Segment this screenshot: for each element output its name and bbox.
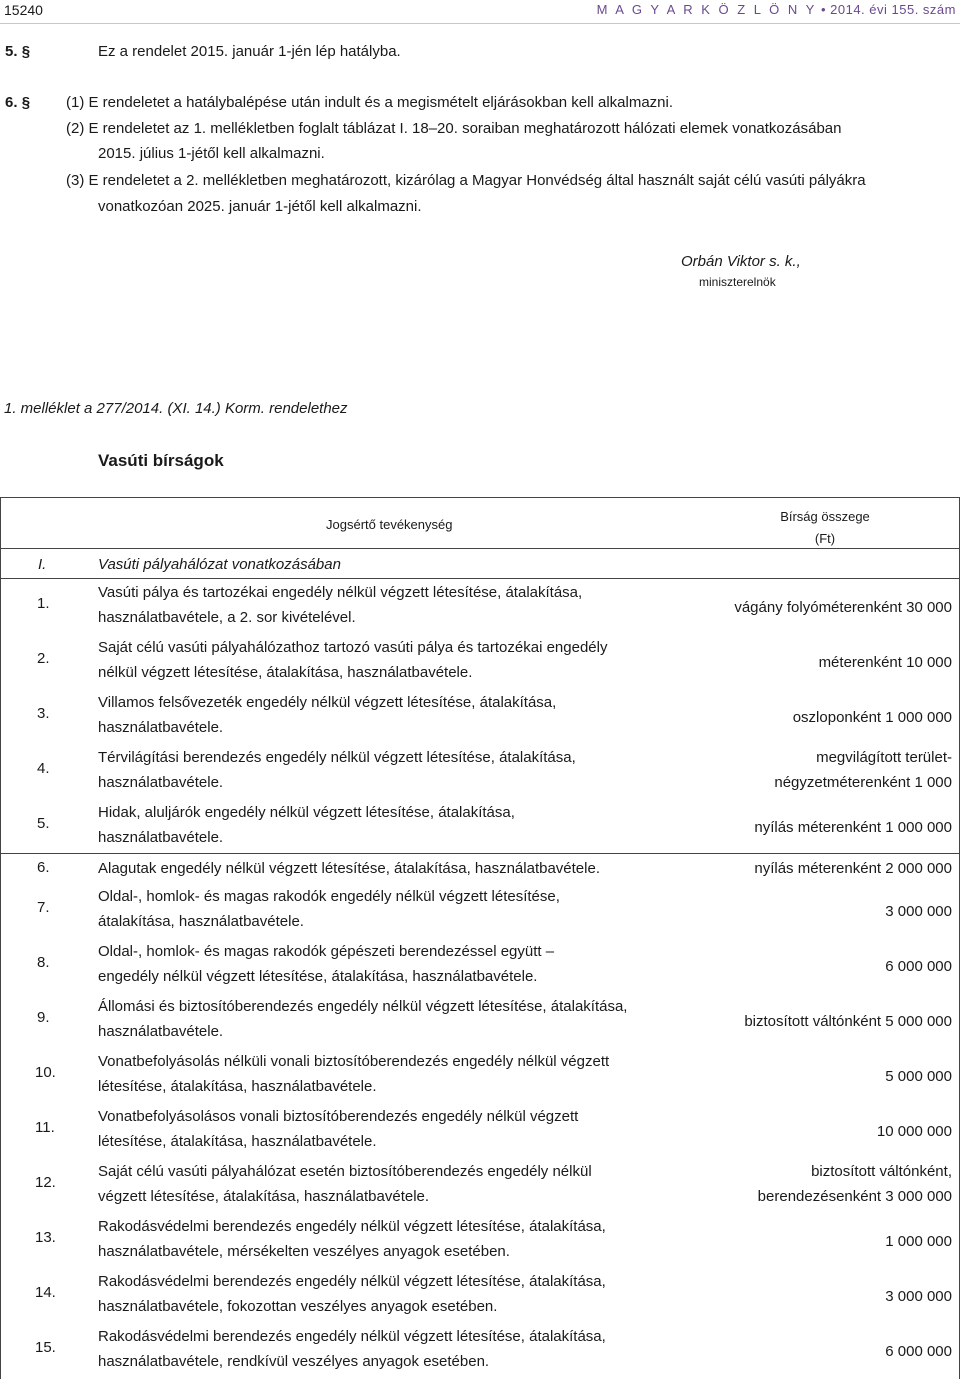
journal-name: M A G Y A R K Ö Z L Ö N Y: [596, 2, 817, 17]
description-line: Saját célú vasúti pályahálózathoz tartozó vasúti pálya és tartozékai engedély: [98, 639, 608, 656]
row-fine: [662, 705, 952, 730]
section-6-para-1: (1) E rendeletet a hatálybalépése után indult és a megismételt eljárásokban kell alkalmazni.: [66, 94, 674, 111]
header-separator: [0, 23, 960, 24]
row-fine: [662, 1159, 952, 1209]
row-description: [98, 939, 688, 989]
description-line: Vasúti pálya és tartozékai engedély nélkül végzett létesítése, átalakítása,: [98, 584, 583, 601]
description-line: átalakítása, használatbavétele.: [98, 913, 304, 930]
description-line: Rakodásvédelmi berendezés engedély nélkül végzett létesítése, átalakítása,: [98, 1273, 606, 1290]
row-number: 6.: [37, 859, 50, 876]
row-number: 2.: [37, 650, 50, 667]
section-6-para-3-line-1: (3) E rendeletet a 2. mellékletben meghatározott, kizárólag a Magyar Honvédség által használt saját célú vasúti pályákra: [66, 172, 866, 189]
row-fine: [662, 745, 952, 795]
row-description: [98, 1214, 688, 1264]
row-description: [98, 1104, 688, 1154]
signature-name: Orbán Viktor s. k.,: [681, 253, 801, 270]
description-line: használatbavétele, rendkívül veszélyes anyagok esetében.: [98, 1353, 490, 1370]
row-number: 7.: [37, 899, 50, 916]
description-line: végzett létesítése, átalakítása, használatbavétele.: [98, 1188, 430, 1205]
description-line: használatbavétele.: [98, 829, 224, 846]
description-line: létesítése, átalakítása, használatbavétele.: [98, 1133, 377, 1150]
row-description: [98, 1159, 688, 1209]
annex-title: 1. melléklet a 277/2014. (XI. 14.) Korm. rendelethez: [4, 400, 348, 417]
description-line: használatbavétele, fokozottan veszélyes anyagok esetében.: [98, 1298, 498, 1315]
fine-line: méterenként 10 000: [818, 654, 952, 671]
fine-line: 1 000 000: [885, 1233, 952, 1250]
row-description: [98, 580, 688, 630]
row-number: 5.: [37, 815, 50, 832]
description-line: Oldal-, homlok- és magas rakodók engedély nélkül végzett létesítése,: [98, 888, 560, 905]
row-fine: [662, 1339, 952, 1364]
description-line: használatbavétele.: [98, 774, 224, 791]
table-header-border: [0, 548, 960, 549]
table-row: [0, 854, 960, 883]
table-row: [0, 993, 960, 1048]
row-fine: [662, 856, 952, 881]
row-number: 10.: [35, 1064, 56, 1081]
description-line: Állomási és biztosítóberendezés engedély nélkül végzett létesítése, átalakítása,: [98, 998, 628, 1015]
table-top-border: [0, 497, 960, 498]
description-line: használatbavétele, a 2. sor kivételével.: [98, 609, 356, 626]
table-row: [0, 1268, 960, 1323]
section-6-para-2-line-2: 2015. július 1-jétől kell alkalmazni.: [98, 145, 325, 162]
row-description: [98, 635, 688, 685]
table-row: [0, 1323, 960, 1378]
fine-line: 3 000 000: [885, 903, 952, 920]
description-line: nélkül végzett létesítése, átalakítása, használatbavétele.: [98, 664, 473, 681]
fine-line: megvilágított terület-: [816, 749, 952, 766]
description-line: Vonatbefolyásolásos vonali biztosítóberendezés engedély nélkül végzett: [98, 1108, 579, 1125]
description-line: Rakodásvédelmi berendezés engedély nélkül végzett létesítése, átalakítása,: [98, 1218, 606, 1235]
table-row: [0, 689, 960, 744]
row-fine: [662, 1229, 952, 1254]
fine-line: oszloponként 1 000 000: [792, 709, 952, 726]
document-title: Vasúti bírságok: [98, 451, 224, 470]
description-line: használatbavétele, mérsékelten veszélyes anyagok esetében.: [98, 1243, 510, 1260]
description-line: Rakodásvédelmi berendezés engedély nélkül végzett létesítése, átalakítása,: [98, 1328, 606, 1345]
description-line: engedély nélkül végzett létesítése, átalakítása, használatbavétele.: [98, 968, 538, 985]
table-section-number: I.: [38, 556, 47, 573]
table-row: [0, 579, 960, 634]
fine-line: nyílás méterenként 2 000 000: [754, 860, 952, 877]
fine-line: 10 000 000: [876, 1123, 952, 1140]
row-number: 8.: [37, 954, 50, 971]
table-row: [0, 938, 960, 993]
row-number: 11.: [35, 1119, 55, 1136]
description-line: használatbavétele.: [98, 1023, 224, 1040]
row-number: 15.: [35, 1339, 56, 1356]
row-number: 9.: [37, 1009, 50, 1026]
row-number: 13.: [35, 1229, 56, 1246]
section-5-number: 5. §: [5, 43, 31, 60]
signature-title: miniszterelnök: [699, 275, 776, 289]
column-header-fine: Bírság összege (Ft): [780, 509, 870, 546]
row-fine: [662, 899, 952, 924]
fine-line: 6 000 000: [885, 1343, 952, 1360]
description-line: használatbavétele.: [98, 719, 224, 736]
row-description: [98, 884, 688, 934]
section-5-text: Ez a rendelet 2015. január 1-jén lép hatályba.: [98, 43, 401, 60]
table-section-title: Vasúti pályahálózat vonatkozásában: [98, 556, 341, 573]
fine-line: 6 000 000: [885, 958, 952, 975]
row-number: 1.: [37, 595, 50, 612]
row-fine: [662, 650, 952, 675]
row-fine: [662, 954, 952, 979]
fine-line: 5 000 000: [885, 1068, 952, 1085]
table-row: [0, 1213, 960, 1268]
row-number: 3.: [37, 705, 50, 722]
row-fine: [662, 595, 952, 620]
table-row: [0, 744, 960, 799]
journal-header: [597, 2, 956, 17]
section-6-para-3-line-2: vonatkozóan 2025. január 1-jétől kell alkalmazni.: [98, 198, 422, 215]
row-description: [98, 690, 688, 740]
fine-line: vágány folyóméterenként 30 000: [734, 599, 952, 616]
header-bullet: •: [820, 2, 827, 17]
fine-line: nyílás méterenként 1 000 000: [754, 819, 952, 836]
row-fine: [662, 1119, 952, 1144]
description-line: Hidak, aluljárók engedély nélkül végzett létesítése, átalakítása,: [98, 804, 515, 821]
table-row: [0, 883, 960, 938]
fine-line: berendezésenként 3 000 000: [757, 1188, 952, 1205]
description-line: létesítése, átalakítása, használatbavétele.: [98, 1078, 377, 1095]
row-number: 12.: [35, 1174, 56, 1191]
row-fine: [662, 815, 952, 840]
table-row: [0, 1158, 960, 1213]
description-line: Saját célú vasúti pályahálózat esetén biztosítóberendezés engedély nélkül: [98, 1163, 592, 1180]
description-line: Villamos felsővezeték engedély nélkül végzett létesítése, átalakítása,: [98, 694, 557, 711]
table-row: [0, 1048, 960, 1103]
row-number: 4.: [37, 760, 50, 777]
fine-line: négyzetméterenként 1 000: [774, 774, 952, 791]
table-row: [0, 634, 960, 689]
column-header-activity: Jogsértő tevékenység: [326, 517, 453, 532]
page-number: 15240: [4, 2, 43, 18]
description-line: Térvilágítási berendezés engedély nélkül végzett létesítése, átalakítása,: [98, 749, 576, 766]
row-description: [98, 856, 688, 881]
row-description: [98, 1324, 688, 1374]
fine-line: biztosított váltónként 5 000 000: [744, 1013, 952, 1030]
description-line: Oldal-, homlok- és magas rakodók gépészeti berendezéssel együtt –: [98, 943, 555, 960]
issue-label: 2014. évi 155. szám: [830, 2, 956, 17]
section-6-para-2-line-1: (2) E rendeletet az 1. mellékletben foglalt táblázat I. 18–20. soraiban meghatározott hálózati elemek vonatkozásában: [66, 120, 842, 137]
description-line: Alagutak engedély nélkül végzett létesítése, átalakítása, használatbavétele.: [98, 860, 600, 877]
row-description: [98, 800, 688, 850]
row-number: 14.: [35, 1284, 56, 1301]
table-row: [0, 799, 960, 854]
section-6-number: 6. §: [5, 94, 31, 111]
row-description: [98, 1049, 688, 1099]
row-description: [98, 745, 688, 795]
row-description: [98, 1269, 688, 1319]
row-fine: [662, 1064, 952, 1089]
table-row: [0, 1103, 960, 1158]
row-fine: [662, 1009, 952, 1034]
fine-line: 3 000 000: [885, 1288, 952, 1305]
description-line: Vonatbefolyásolás nélküli vonali biztosítóberendezés engedély nélkül végzett: [98, 1053, 610, 1070]
fine-line: biztosított váltónként,: [811, 1163, 952, 1180]
row-description: [98, 994, 688, 1044]
row-fine: [662, 1284, 952, 1309]
